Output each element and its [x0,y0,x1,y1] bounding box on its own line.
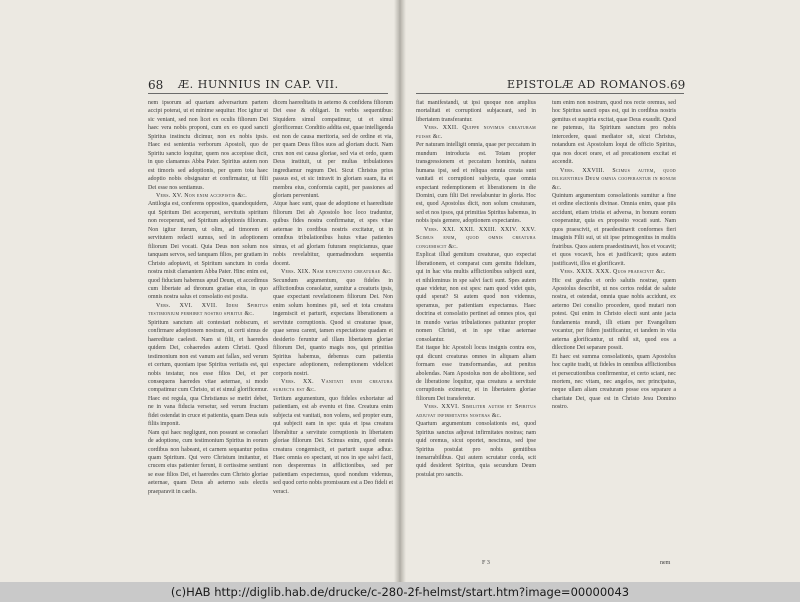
text-paragraph: Vers. XVI. XVII. Idem Spiritus testimonium perhibet nostro spiritui &c. [148,302,268,318]
text-paragraph: nem ipsorum ad quartam adversarium partem accipi poterat, ut et minime sequitur. Hoc igitur ut sic veniant, sed non licet ex oculis filiorum Dei haec vera nobis proponi, cum ex eo quod sancti Spiritus instinctu dicimur, non ex nobis ipsis. Haec est sententia verborum Apostoli, quo de Spiritu sancto loquitur, quem nos accepisse dicit, in quo clamamus Abba Pater. Spiritus autem non est timoris sed adoptionis, per quem tota haec adoptio nobis obsignatur et confirmatur, ut filii Dei esse nos sentiamus. [148,100,268,191]
right-head-rule [416,93,684,94]
text-paragraph: Explicat illud gemitum creaturae, quo expectat liberationem, et comparat cum gemitu fidelium, qui in hac vita multis afflictionibus subjecti sunt, et nihilominus in spe salvi facti sunt. Spes autem quae videtur, non est spes: nam quod videt quis, quid sperat? Si autem quod non videmus, speramus, per patientiam expectamus. Haec doctrina et consolatio pertinet ad omnes pios, qui in mundo varias tribulationes patiuntur propter nomen Christi, et in spe vitae aeternae consolantur. [416,252,536,343]
left-running-head: Æ. HUNNIUS IN CAP. VII. [178,78,339,91]
text-paragraph: Antilogia est, conferens oppositos, quandoquidem, qui Spiritum Dei acceperunt, servitutis spiritum non receperunt, sed Spiritum adoptionis filiorum. Non igitur iterum, ut olim, ad timorem et servitutem redacti sumus, sed in adoptionem filiorum Dei vocati. Quia Deus non solum nos tanquam servos, sed tanquam filios, per gratiam in Christo adoptavit, et Spiritum sanctum in corda nostra misit clamantem Abba Pater. Hinc enim est, quod fiduciam habemus apud Deum, et accedimus cum libertate ad thronum gratiae eius, in quo omnis nostra salus et consolatio est posita. [148,201,268,301]
left-column-2 [273,99,393,569]
text-paragraph: Nam qui haec negligunt, non possunt se consolari de adoptione, cum testimonium Spiritus in eorum cordibus non habeant, et carnem sequantur potius quam Spiritum. Qui vero Christum imitantur, et crucem eius patienter ferunt, ii certissime sentiunt se esse filios Dei, et haeredes cum Christo gloriae aeternae, quam Deus ab aeterno suis electis praeparavit in caelis. [148,429,268,495]
source-url-line[interactable]: (c)HAB http://diglib.hab.de/drucke/c-280-2f-helmst/start.htm?image=00000043 [0,582,800,602]
text-paragraph: Vers. XIX. Nam expectatio creaturae &c. [281,269,392,276]
text-paragraph: Vers. XX. Vanitati enim creatura subjecta est &c. [273,378,393,394]
right-running-head: EPISTOLÆ AD ROMANOS. [507,78,671,91]
text-paragraph: Secundum argumentum, quo fideles in afflictionibus consolatur, sumitur a creaturis ipsis, quae expectant revelationem filiorum Dei. Non enim solum homines pii, sed et tota creatura ingemiscit et parturit, expectans liberationem a servitute corruptionis. Quod si creaturae ipsae, quae sensu carent, tamen expectatione quadam et desiderio feruntur ad illam libertatem gloriae filiorum Dei, quanto magis nos, qui primitias Spiritus habemus, debemus cum patientia expectare adoptionem, redemptionem videlicet corporis nostri. [273,277,393,377]
catchword: nem [660,560,671,566]
left-page [0,0,398,582]
text-paragraph: Est itaque hic Apostoli locus insignis contra eos, qui dicunt creaturas omnes in aliquam aliam formam esse transformandas, aut penitus abolendas. Nam Apostolus non de abolitione, sed de liberatione loquitur, qua creatura a servitute corruptionis eximetur, et in libertatem gloriae filiorum Dei transferetur. [416,345,536,402]
right-column-1 [416,99,536,569]
text-paragraph: Vers. XXVI. Similiter autem et Spiritus adjuvat infirmitates nostras &c. [416,404,536,419]
text-paragraph: Atque haec sunt, quae de adoptione et haereditate filiorum Dei ab Apostolo hoc loco traduntur, quibus fides nostra confirmatur, et spes vitae aeternae in cordibus nostris excitatur, ut in omnibus tribulationibus huius vitae patientes simus, et ad gloriam futuram respiciamus, quae nobis revelabitur, quemadmodum sequentia docent. [273,201,393,267]
text-paragraph: Quintum argumentum consolationis sumitur a fine et ordine electionis divinae. Omnia enim, quae piis accidunt, etiam tristia et adversa, in bonum eorum cooperantur, quia ex proposito vocati sunt. Nam quos praescivit, et praedestinavit conformes fieri imaginis Filii sui, ut sit ipse primogenitus in multis fratribus. Quos autem praedestinavit, hos et vocavit; et quos vocavit, hos et justificavit; quos autem justificavit, illos et glorificavit. [552,192,676,267]
text-paragraph: Hic est gradus et ordo salutis nostrae, quem Apostolus describit, ut nos certos reddat de salute nostra, et ostendat, omnia quae nobis accidunt, ex aeterno Dei consilio procedere, quod mutari non potest. Qui enim in Christo electi sunt ante jacta fundamenta mundi, illi etiam per Evangelium vocantur, per fidem justificantur, et tandem in vita aeterna glorificantur, ut nihil sit, quod eos a dilectione Dei separare possit. [552,277,676,352]
text-paragraph: Vers. XXVIII. Scimus autem, quod diligentibus Deum omnia cooperantur in bonum &c. [552,167,676,191]
right-page-number: 69 [670,78,686,92]
text-paragraph: Tertium argumentum, quo fideles exhortatur ad patientiam, est ab eventu et fine. Creatura enim subjecta est vanitati, non volens, sed propter eum, qui subjecit eam in spe: quia et ipsa creatura liberabitur a servitute corruptionis in libertatem gloriae filiorum Dei. Scimus enim, quod omnis creatura congemiscit, et parturit usque adhuc. Haec omnia eo spectant, ut nos in spe salvi facti, non desperemus in afflictionibus, sed per patientiam expectemus, quod nondum videmus, sed quod certo nobis promissum est a Deo fideli et veraci. [273,395,393,495]
text-paragraph: Vers. XXIX. XXX. Quos praescivit &c. [560,269,666,276]
left-page-number: 68 [148,78,164,92]
right-column-2 [552,99,676,569]
text-paragraph: fiat manifestandi, ut ipsi quoque non amplius mortalitati et corruptioni subjaceant, sed in libertatem transferantur. [416,100,536,123]
right-page [402,0,800,582]
text-paragraph: Et haec est summa consolationis, quam Apostolus hoc capite tradit, ut fideles in omnibus afflictionibus et persecutionibus confirmentur, et certo sciant, nec mortem, nec vitam, nec angelos, nec principatus, neque ullam aliam creaturam posse eos separare a charitate Dei, quae est in Christo Jesu Domino nostro. [552,353,676,411]
text-paragraph: Spiritum sanctum ait contestari nobiscum, et confirmare adoptionem nostram, ut certi simus de haereditate caelesti. Nam si filii, et haeredes quidem Dei, cohaeredes autem Christi. Quod testimonium non est vanum aut fallax, sed verum et certum, quoniam ipse Spiritus veritatis est, qui nobis testatur, nos esse filios Dei, et per consequens haeredes vitae aeternae, si modo compatimur cum Christo, ut et simul glorificemur. Haec est regula, qua Christianus se metiri debet, ne in vana fiducia versetur, sed verum fructum fidei ostendat in cruce et patientia, quam Deus suis filiis imponit. [148,319,268,428]
text-paragraph: Vers. XV. Non enim accepistis &c. [156,192,247,199]
signature-mark: F 3 [482,560,490,566]
text-paragraph: Quartum argumentum consolationis est, quod Spiritus sanctus adjuvat infirmitates nostras; nam quid oremus, sicut oportet, nescimus, sed ipse Spiritus postulat pro nobis gemitibus inenarrabilibus. Qui autem scrutatur corda, scit quid desideret Spiritus, quia secundum Deum postulat pro sanctis. [416,421,536,478]
text-paragraph: Vers. XXI. XXII. XXIII. XXIV. XXV. Scimus enim, quod omnis creatura congemiscit &c. [416,226,536,250]
text-paragraph: dicem haereditatis in aeterno & confidens filiorum Dei esse & obligari. In verbis sequentibus: Siquidem simul compatimur, ut et simul glorificemur. Conditio addita est, quae intelligenda est non de causa meritoria, sed de ordine et via, per quam Deus filios suos ad gloriam ducit. Nam crux non est causa gloriae, sed via et ordo, quem Deus instituit, ut per multas tribulationes ingrediamur regnum Dei. Sicut Christus prius passus est, et sic intravit in gloriam suam, ita et membra eius, conformia capiti, per passiones ad gloriam perveniunt. [273,100,393,199]
text-paragraph: tum enim non nostrum, quod nos recte oremus, sed hoc Spiritus sancti opus est, qui in cordibus nostris gemitus et suspiria excitat, quae Deus exaudit. Quod ne putemus, ita Spiritum sanctum pro nobis intercedere, quasi mediator sit, sicut Christus, notandum est Apostolum loqui de officio Spiritus, qua nos docet orare, et ad precationem excitat et accendit. [552,100,676,166]
left-head-rule [148,93,388,94]
text-paragraph: Per naturam intelligit omnia, quae per peccatum in mundum introducta est. Totam propter transgressionem et peccatum hominis, natura humana ipsi, sed et reliqua omnia creata sunt vanitati et corruptioni subjecta, quae omnia expectant redemptionem et liberationem in die Domini, cum filii Dei revelabuntur in gloria. Hoc est, quod Apostolus dicit, non solum creaturam, sed et nos ipsos, qui primitias Spiritus habemus, in nobis ipsis gemere, adoptionem expectantes. [416,142,536,225]
text-paragraph: Vers. XXII. Quippe novimus creaturam fuisse &c. [416,125,536,140]
left-column-1 [148,99,268,569]
